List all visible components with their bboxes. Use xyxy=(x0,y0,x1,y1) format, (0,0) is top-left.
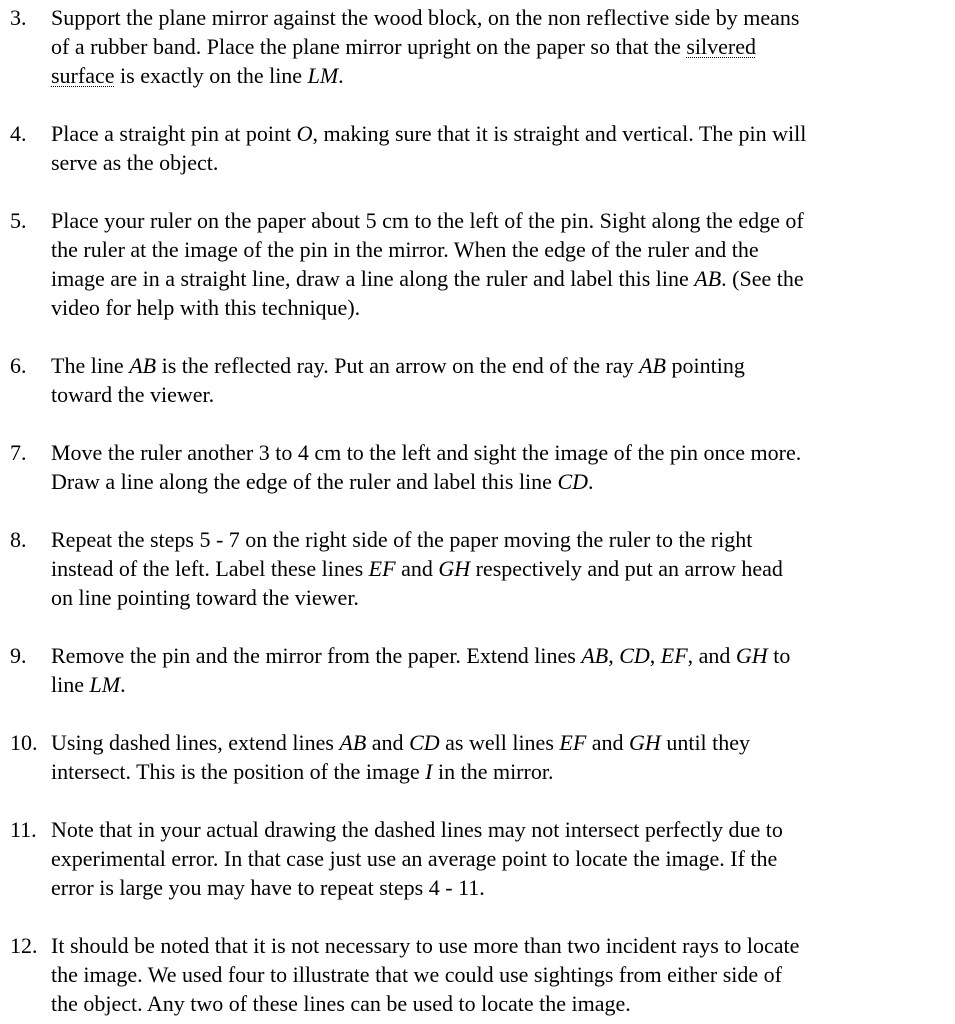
text-segment: error is large you may have to repeat steps 4 - 11. xyxy=(51,875,485,900)
italic-term: LM xyxy=(307,63,339,88)
text-line xyxy=(51,351,945,380)
italic-term: LM xyxy=(89,672,121,697)
text-segment: . (See the xyxy=(721,266,804,291)
step-number: 9. xyxy=(10,643,27,668)
text-segment: image are in a straight line, draw a line along the ruler and label this line xyxy=(51,266,695,291)
text-line xyxy=(51,815,945,844)
step-text xyxy=(51,351,945,409)
step-text xyxy=(51,3,945,90)
text-line xyxy=(51,148,945,177)
text-segment: in the mirror. xyxy=(432,759,554,784)
italic-term: GH xyxy=(629,730,661,755)
step-text xyxy=(51,525,945,612)
italic-term: EF xyxy=(559,730,587,755)
italic-term: AB xyxy=(129,353,157,378)
text-segment: the ruler at the image of the pin in the mirror. When the edge of the ruler and the xyxy=(51,237,759,262)
step-number: 3. xyxy=(10,5,27,30)
text-segment: Repeat the steps 5 - 7 on the right side of the paper moving the ruler to the right xyxy=(51,527,753,552)
text-segment: is the reflected ray. Put an arrow on the end of the ray xyxy=(156,353,640,378)
italic-term: O xyxy=(296,121,313,146)
step-11 xyxy=(10,815,945,902)
text-segment: . xyxy=(588,469,594,494)
text-line xyxy=(51,206,945,235)
text-segment: toward the viewer. xyxy=(51,382,215,407)
italic-term: CD xyxy=(619,643,650,668)
step-5 xyxy=(10,206,945,322)
step-text xyxy=(51,119,945,177)
step-6 xyxy=(10,351,945,409)
step-number: 12. xyxy=(10,933,38,958)
text-segment: Support the plane mirror against the wood block, on the non reflective side by means xyxy=(51,5,800,30)
text-line xyxy=(51,380,945,409)
text-line xyxy=(51,438,945,467)
step-text xyxy=(51,931,945,1018)
step-number: 4. xyxy=(10,121,27,146)
text-segment: line xyxy=(51,672,90,697)
italic-term: AB xyxy=(581,643,609,668)
text-segment: the object. Any two of these lines can be used to locate the image. xyxy=(51,991,631,1016)
step-number: 10. xyxy=(10,730,38,755)
text-segment: the image. We used four to illustrate that we could use sightings from either side of xyxy=(51,962,782,987)
italic-term: EF xyxy=(660,643,688,668)
text-segment: experimental error. In that case just use an average point to locate the image. If the xyxy=(51,846,778,871)
text-segment: Move the ruler another 3 to 4 cm to the left and sight the image of the pin once more. xyxy=(51,440,802,465)
step-number: 8. xyxy=(10,527,27,552)
text-line xyxy=(51,554,945,583)
text-segment: serve as the object. xyxy=(51,150,219,175)
step-text xyxy=(51,728,945,786)
text-line xyxy=(51,583,945,612)
text-line xyxy=(51,525,945,554)
text-segment: The line xyxy=(51,353,130,378)
text-line xyxy=(51,264,945,293)
step-12 xyxy=(10,931,945,1018)
italic-term: GH xyxy=(438,556,471,581)
text-segment: Place your ruler on the paper about 5 cm to the left of the pin. Sight along the edge of xyxy=(51,208,804,233)
step-number: 5. xyxy=(10,208,27,233)
text-segment: Using dashed lines, extend lines xyxy=(51,730,340,755)
text-segment: , xyxy=(608,643,620,668)
text-segment: video for help with this technique). xyxy=(51,295,361,320)
text-line xyxy=(51,960,945,989)
underlined-term: silvered xyxy=(686,34,757,59)
step-8 xyxy=(10,525,945,612)
text-segment: and xyxy=(586,730,630,755)
step-number: 11. xyxy=(10,817,37,842)
italic-term: AB xyxy=(694,266,722,291)
text-segment: instead of the left. Label these lines xyxy=(51,556,369,581)
text-segment: , xyxy=(649,643,661,668)
step-text xyxy=(51,815,945,902)
italic-term: I xyxy=(425,759,433,784)
text-line xyxy=(51,844,945,873)
italic-term: AB xyxy=(639,353,666,378)
text-line xyxy=(51,119,945,148)
text-segment: . xyxy=(338,63,344,88)
text-line xyxy=(51,670,945,699)
text-segment: Note that in your actual drawing the dashed lines may not intersect perfectly due to xyxy=(51,817,783,842)
step-3 xyxy=(10,3,945,90)
step-number: 7. xyxy=(10,440,27,465)
text-line xyxy=(51,728,945,757)
text-segment: pointing xyxy=(666,353,745,378)
italic-term: CD xyxy=(409,730,440,755)
text-line xyxy=(51,293,945,322)
text-segment: respectively and put an arrow head xyxy=(470,556,783,581)
step-7 xyxy=(10,438,945,496)
text-segment: and xyxy=(366,730,410,755)
italic-term: AB xyxy=(339,730,367,755)
text-segment: and xyxy=(395,556,439,581)
text-segment: Remove the pin and the mirror from the paper. Extend lines xyxy=(51,643,582,668)
text-line xyxy=(51,931,945,960)
text-segment: of a rubber band. Place the plane mirror upright on the paper so that the xyxy=(51,34,687,59)
text-segment: Draw a line along the edge of the ruler and label this line xyxy=(51,469,558,494)
italic-term: CD xyxy=(557,469,588,494)
text-segment: to xyxy=(767,643,791,668)
underlined-term: surface xyxy=(51,63,115,88)
text-line xyxy=(51,32,945,61)
text-segment: , making sure that it is straight and vertical. The pin will xyxy=(312,121,807,146)
italic-term: EF xyxy=(368,556,396,581)
step-10 xyxy=(10,728,945,786)
text-line xyxy=(51,641,945,670)
text-line xyxy=(51,989,945,1018)
text-segment: It should be noted that it is not necessary to use more than two incident rays to locate xyxy=(51,933,800,958)
text-segment: intersect. This is the position of the image xyxy=(51,759,426,784)
step-number: 6. xyxy=(10,353,27,378)
text-segment: as well lines xyxy=(439,730,560,755)
step-text xyxy=(51,641,945,699)
text-line xyxy=(51,61,945,90)
text-line xyxy=(51,757,945,786)
italic-term: GH xyxy=(735,643,768,668)
text-segment: Place a straight pin at point xyxy=(51,121,297,146)
text-segment: until they xyxy=(660,730,751,755)
step-text xyxy=(51,438,945,496)
text-segment: is exactly on the line xyxy=(114,63,308,88)
text-segment: , and xyxy=(687,643,736,668)
step-4 xyxy=(10,119,945,177)
step-9 xyxy=(10,641,945,699)
text-line xyxy=(51,3,945,32)
text-segment: . xyxy=(120,672,126,697)
text-line xyxy=(51,467,945,496)
step-text xyxy=(51,206,945,322)
text-segment: on line pointing toward the viewer. xyxy=(51,585,359,610)
text-line xyxy=(51,235,945,264)
text-line xyxy=(51,873,945,902)
